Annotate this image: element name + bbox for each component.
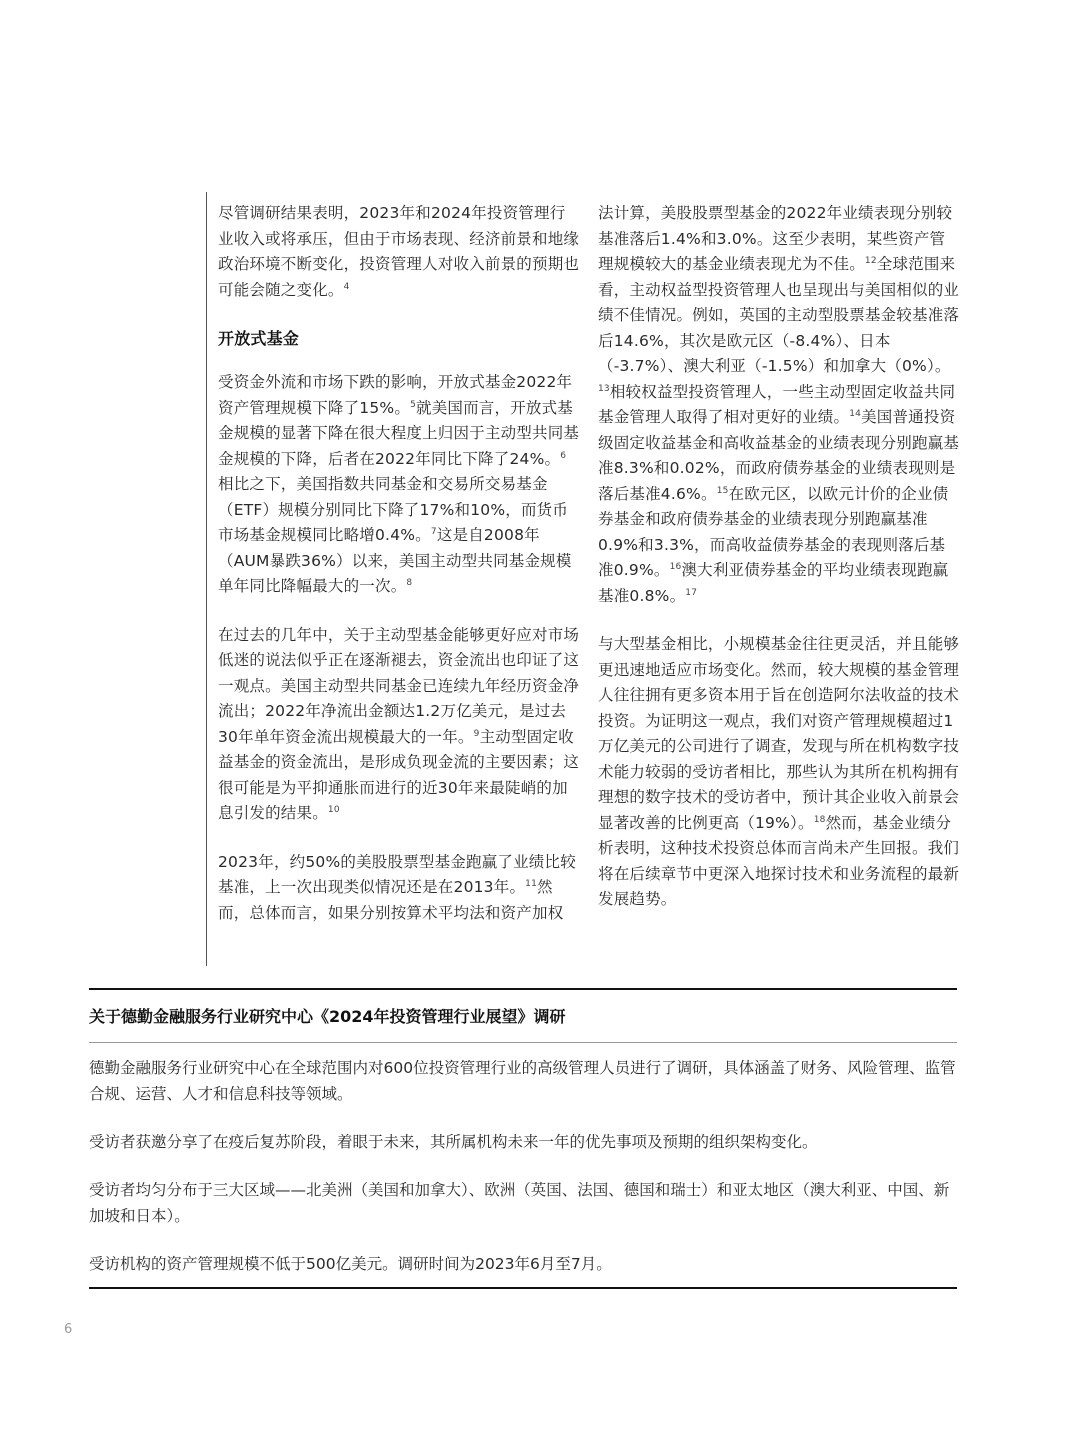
footnote-ref[interactable]: 13: [598, 383, 610, 394]
footnote-ref[interactable]: 18: [813, 814, 826, 825]
footnote-ref[interactable]: 12: [864, 255, 877, 266]
footnote-ref[interactable]: 9: [473, 728, 480, 739]
paragraph-fund-aum-decline: 受资金外流和市场下跌的影响，开放式基金2022年资产管理规模下降了15%。$^5$就美国而言，开放式基金规模的显著下降在很大程度上归因于主动型共同基金规模的下降，后者在2022年同比下降了24%。$^6$相比之下，美国指数共同基金和交易所交易基金（ETF）规模分别同比下降了17%和10%，而货币市场基金规模同比略增0.4%。$^7$这是自2008年（AUM暴跌36%）以来，美国主动型共同基金规模单年同比降幅最大的一次。$^8$: [218, 373, 580, 595]
box-bottom-rule: [89, 1287, 957, 1289]
survey-scope-paragraph: 德勤金融服务行业研究中心在全球范围内对600位投资管理行业的高级管理人员进行了调研，具体涵盖了财务、风险管理、监管合规、运营、人才和信息科技等领域。: [89, 1059, 956, 1103]
page-number: 6: [64, 1322, 73, 1337]
paragraph-equity-fund-performance: 2023年，约50%的美股股票型基金跑赢了业绩比较基准，上一次出现类似情况还是在2013年。$^{11}$然而，总体而言，如果分别按算术平均法和资产加权: [218, 852, 576, 922]
footnote-ref[interactable]: 16: [669, 561, 682, 572]
survey-topics-paragraph: 受访者获邀分享了在疫后复苏阶段，着眼于未来，其所属机构未来一年的优先事项及预期的组织架构变化。: [89, 1133, 818, 1151]
paragraph-revenue-outlook: 尽管调研结果表明，2023年和2024年投资管理行业收入或将承压，但由于市场表现、经济前景和地缘政治环境不断变化，投资管理人对收入前景的预期也可能会随之变化。$^4$: [218, 204, 580, 299]
footnote-ref[interactable]: 14: [849, 408, 862, 419]
footnote-ref[interactable]: 4: [343, 281, 350, 292]
paragraph-active-fund-outflows: 在过去的几年中，关于主动型基金能够更好应对市场低迷的说法似乎正在逐渐褪去，资金流出也印证了这一观点。美国主动型共同基金已连续九年经历资金净流出；2022年净流出金额达1.2万亿美元，是过去30年单年资金流出规模最大的一年。$^9$主动型固定收益基金的资金流出，是形成负现金流的主要因素；这很可能是为平抑通胀而进行的近30年来最陡峭的加息引发的结果。$^{10}$: [218, 625, 580, 822]
footnote-ref[interactable]: 8: [406, 577, 413, 588]
footnote-ref[interactable]: 5: [410, 399, 416, 410]
footnote-ref[interactable]: 15: [716, 485, 729, 496]
about-survey-title: 关于德勤金融服务行业研究中心《2024年投资管理行业展望》调研: [89, 1007, 566, 1026]
paragraph-benchmark-performance: 法计算，美股股票型基金的2022年业绩表现分别较基准落后1.4%和3.0%。这至少表明，某些资产管理规模较大的基金业绩表现尤为不佳。$^{12}$全球范围来看，主动权益型投资管理人也呈现出与美国相似的业绩不佳情况。例如，英国的主动型股票基金较基准落后14.6%，其次是欧元区（-8.4%）、日本（-3.7%）、澳大利亚（-1.5%）和加拿大（0%）。$^{13}$相较权益型投资管理人，一些主动型固定收益共同基金管理人取得了相对更好的业绩。$^{14}$美国普通投资级固定收益基金和高收益基金的业绩表现分别跑赢基准8.3%和0.02%，而政府债券基金的业绩表现则是落后基准4.6%。$^{15}$在欧元区，以欧元计价的企业债券基金和政府债券基金的业绩表现分别跑赢基准0.9%和3.3%，而高收益债券基金的表现则落后基准0.9%。$^{16}$澳大利亚债券基金的平均业绩表现跑赢基准0.8%。$^{17}$: [598, 204, 960, 605]
paragraph-small-vs-large-funds: 与大型基金相比，小规模基金往往更灵活，并且能够更迅速地适应市场变化。然而，较大规模的基金管理人往往拥有更多资本用于旨在创造阿尔法收益的技术投资。为证明这一观点，我们对资产管理规模超过1万亿美元的公司进行了调查，发现与所在机构数字技术能力较弱的受访者相比，那些认为其所在机构拥有理想的数字技术的受访者中，预计其企业收入前景会显著改善的比例更高（19%）。$^{18}$然而，基金业绩分析表明，这种技术投资总体而言尚未产生回报。我们将在后续章节中更深入地探讨技术和业务流程的最新发展趋势。: [598, 635, 960, 908]
about-survey-body: [89, 1043, 957, 1277]
footnote-ref[interactable]: 6: [560, 450, 567, 461]
footnote-ref[interactable]: 17: [685, 587, 698, 598]
about-survey-box: [89, 988, 957, 1289]
right-column: [598, 201, 960, 936]
section-heading-open-end-funds: 开放式基金: [218, 329, 300, 348]
footnote-ref[interactable]: 7: [430, 526, 437, 537]
footnote-ref[interactable]: 11: [525, 878, 538, 889]
column-divider-line: [206, 192, 207, 966]
left-column: [218, 201, 580, 949]
survey-regions-paragraph: 受访者均匀分布于三大区域——北美洲（美国和加拿大）、欧洲（英国、法国、德国和瑞士）和亚太地区（澳大利亚、中国、新加坡和日本）。: [89, 1181, 950, 1225]
footnote-ref[interactable]: 10: [327, 804, 340, 815]
survey-aum-timing-paragraph: 受访机构的资产管理规模不低于500亿美元。调研时间为2023年6月至7月。: [89, 1255, 612, 1273]
